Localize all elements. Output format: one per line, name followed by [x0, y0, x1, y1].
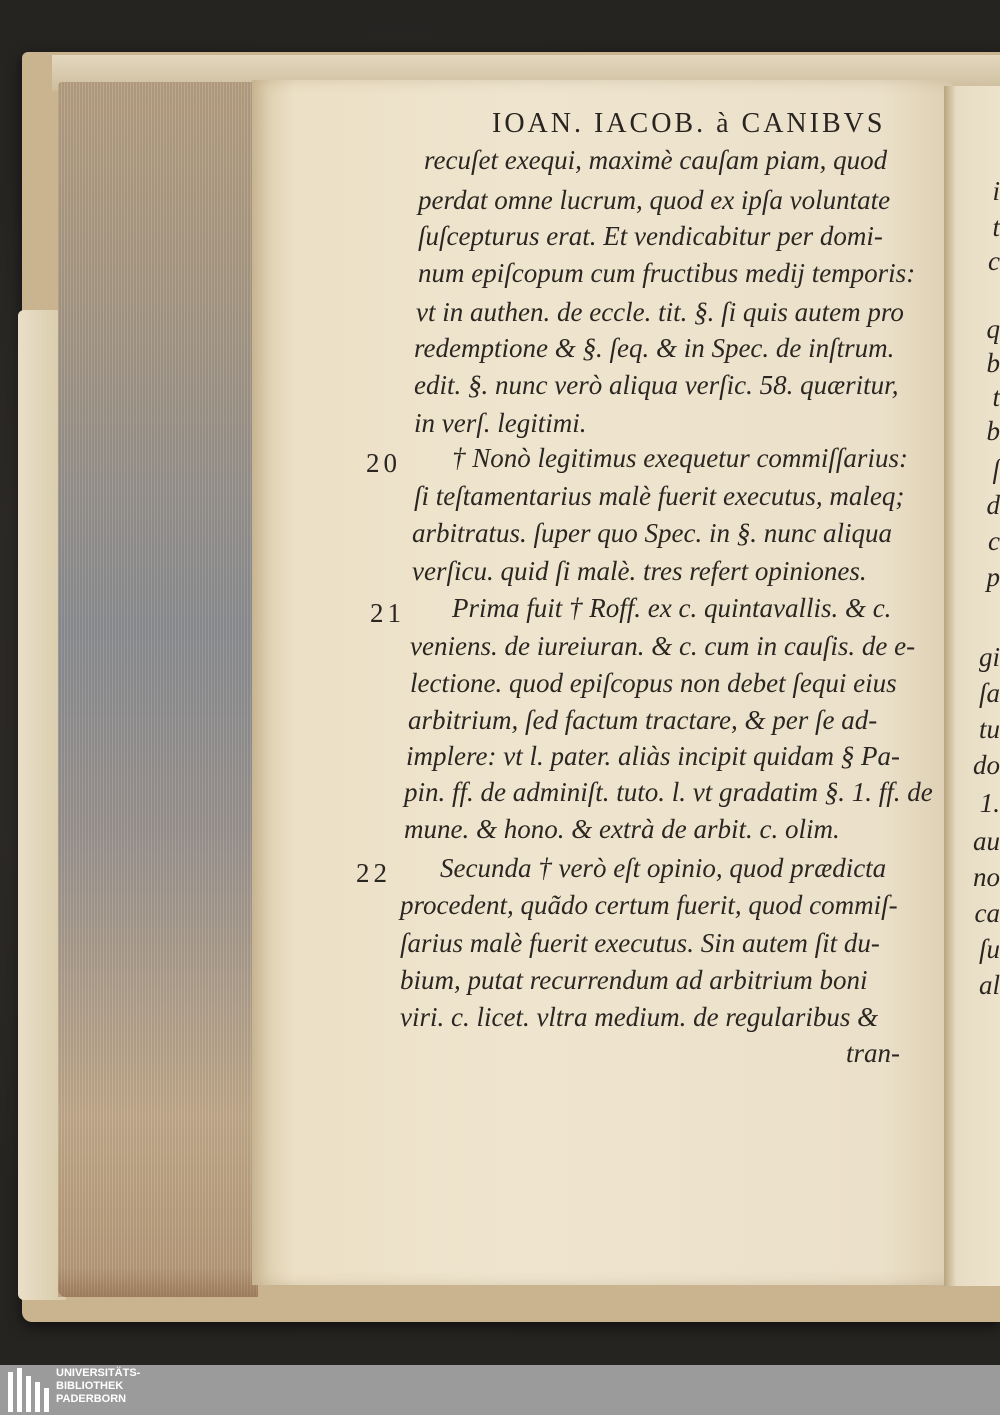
catchword: tran- — [846, 1038, 900, 1068]
margin-number-22: 22 — [356, 858, 391, 888]
right-fragment: q — [986, 314, 1000, 344]
running-header: IOAN. IACOB. à CANIBVS — [492, 108, 886, 139]
text-line: arbitratus. ſuper quo Spec. in §. nunc aliqua — [412, 518, 892, 548]
text-line: num epiſcopum cum fructibus medij temporis: — [418, 258, 916, 288]
right-fragment: c — [988, 526, 1000, 556]
margin-number-20: 20 — [366, 448, 401, 478]
text-line: ſuſcepturus erat. Et vendicabitur per domi- — [418, 221, 883, 251]
right-fragment: b — [986, 416, 1000, 446]
library-logo-icon — [8, 1368, 50, 1412]
right-fragment: c — [988, 246, 1000, 276]
text-line: perdat omne lucrum, quod ex ipſa voluntate — [418, 185, 891, 215]
text-line: recuſet exequi, maximè cauſam piam, quod — [424, 145, 888, 175]
text-line: verſicu. quid ſi malè. tres refert opiniones. — [412, 556, 867, 586]
right-page-sliver — [944, 86, 1000, 1286]
text-line: in verſ. legitimi. — [414, 408, 587, 438]
right-fragment: au — [973, 826, 1000, 856]
right-fragment: do — [973, 750, 1000, 780]
right-fragment: 1. — [979, 788, 1000, 818]
text-line: bium, putat recurrendum ad arbitrium boni — [400, 965, 868, 995]
right-fragment: t — [992, 212, 1000, 242]
right-fragment: ſa — [978, 678, 1000, 708]
library-name-line: PADERBORN — [56, 1393, 127, 1405]
text-line: pin. ff. de adminiſt. tuto. l. vt gradatim §. 1. ff. de — [404, 777, 933, 807]
right-fragment: p — [986, 562, 1000, 592]
library-footer-bar — [0, 1365, 1000, 1415]
margin-number-21: 21 — [370, 598, 405, 628]
text-line: veniens. de iureiuran. & c. cum in cauſis. de e- — [410, 631, 916, 661]
text-line: implere: vt l. pater. aliàs incipit quidam § Pa- — [406, 741, 900, 771]
right-fragment: no — [973, 862, 1000, 892]
right-fragment: t — [992, 382, 1000, 412]
text-line: viri. c. licet. vltra medium. de regularibus & — [400, 1002, 879, 1032]
right-fragment: tu — [978, 714, 1000, 744]
right-fragment: gi — [978, 642, 1000, 672]
right-fragment: ſu — [978, 934, 1000, 964]
text-line: mune. & hono. & extrà de arbit. c. olim. — [404, 814, 840, 844]
right-fragment: b — [986, 348, 1000, 378]
library-name-line: UNIVERSITÄTS- — [56, 1367, 141, 1379]
text-line: ſarius malè fuerit executus. Sin autem ſit du- — [400, 928, 880, 958]
text-line: lectione. quod epiſcopus non debet ſequi eius — [410, 668, 897, 698]
text-line: edit. §. nunc verò aliqua verſic. 58. quæritur, — [414, 370, 899, 400]
text-line: Secunda † verò eſt opinio, quod prædicta — [440, 853, 887, 883]
text-line: Prima fuit † Roff. ex c. quintavallis. & c. — [452, 593, 892, 623]
library-name-line: BIBLIOTHEK — [56, 1380, 124, 1392]
right-fragment: ſ — [992, 454, 1000, 484]
right-fragment: al — [978, 970, 1000, 1000]
library-name — [56, 1367, 140, 1406]
text-line: procedent, quãdo certum fuerit, quod commiſ- — [400, 890, 898, 920]
right-fragment: i — [992, 176, 1000, 206]
page-fore-edge — [58, 82, 258, 1297]
text-line: vt in authen. de eccle. tit. §. ſi quis autem pro — [416, 297, 904, 327]
text-line: arbitrium, ſed factum tractare, & per ſe ad- — [408, 705, 878, 735]
right-fragment: ca — [974, 898, 1000, 928]
text-line: ſi teſtamentarius malè fuerit executus, maleq; — [414, 481, 905, 511]
text-line: redemptione & §. ſeq. & in Spec. de inſtrum. — [414, 333, 895, 363]
right-fragment: d — [986, 490, 1000, 520]
text-line: † Nonò legitimus exequetur commiſſarius: — [452, 443, 908, 473]
